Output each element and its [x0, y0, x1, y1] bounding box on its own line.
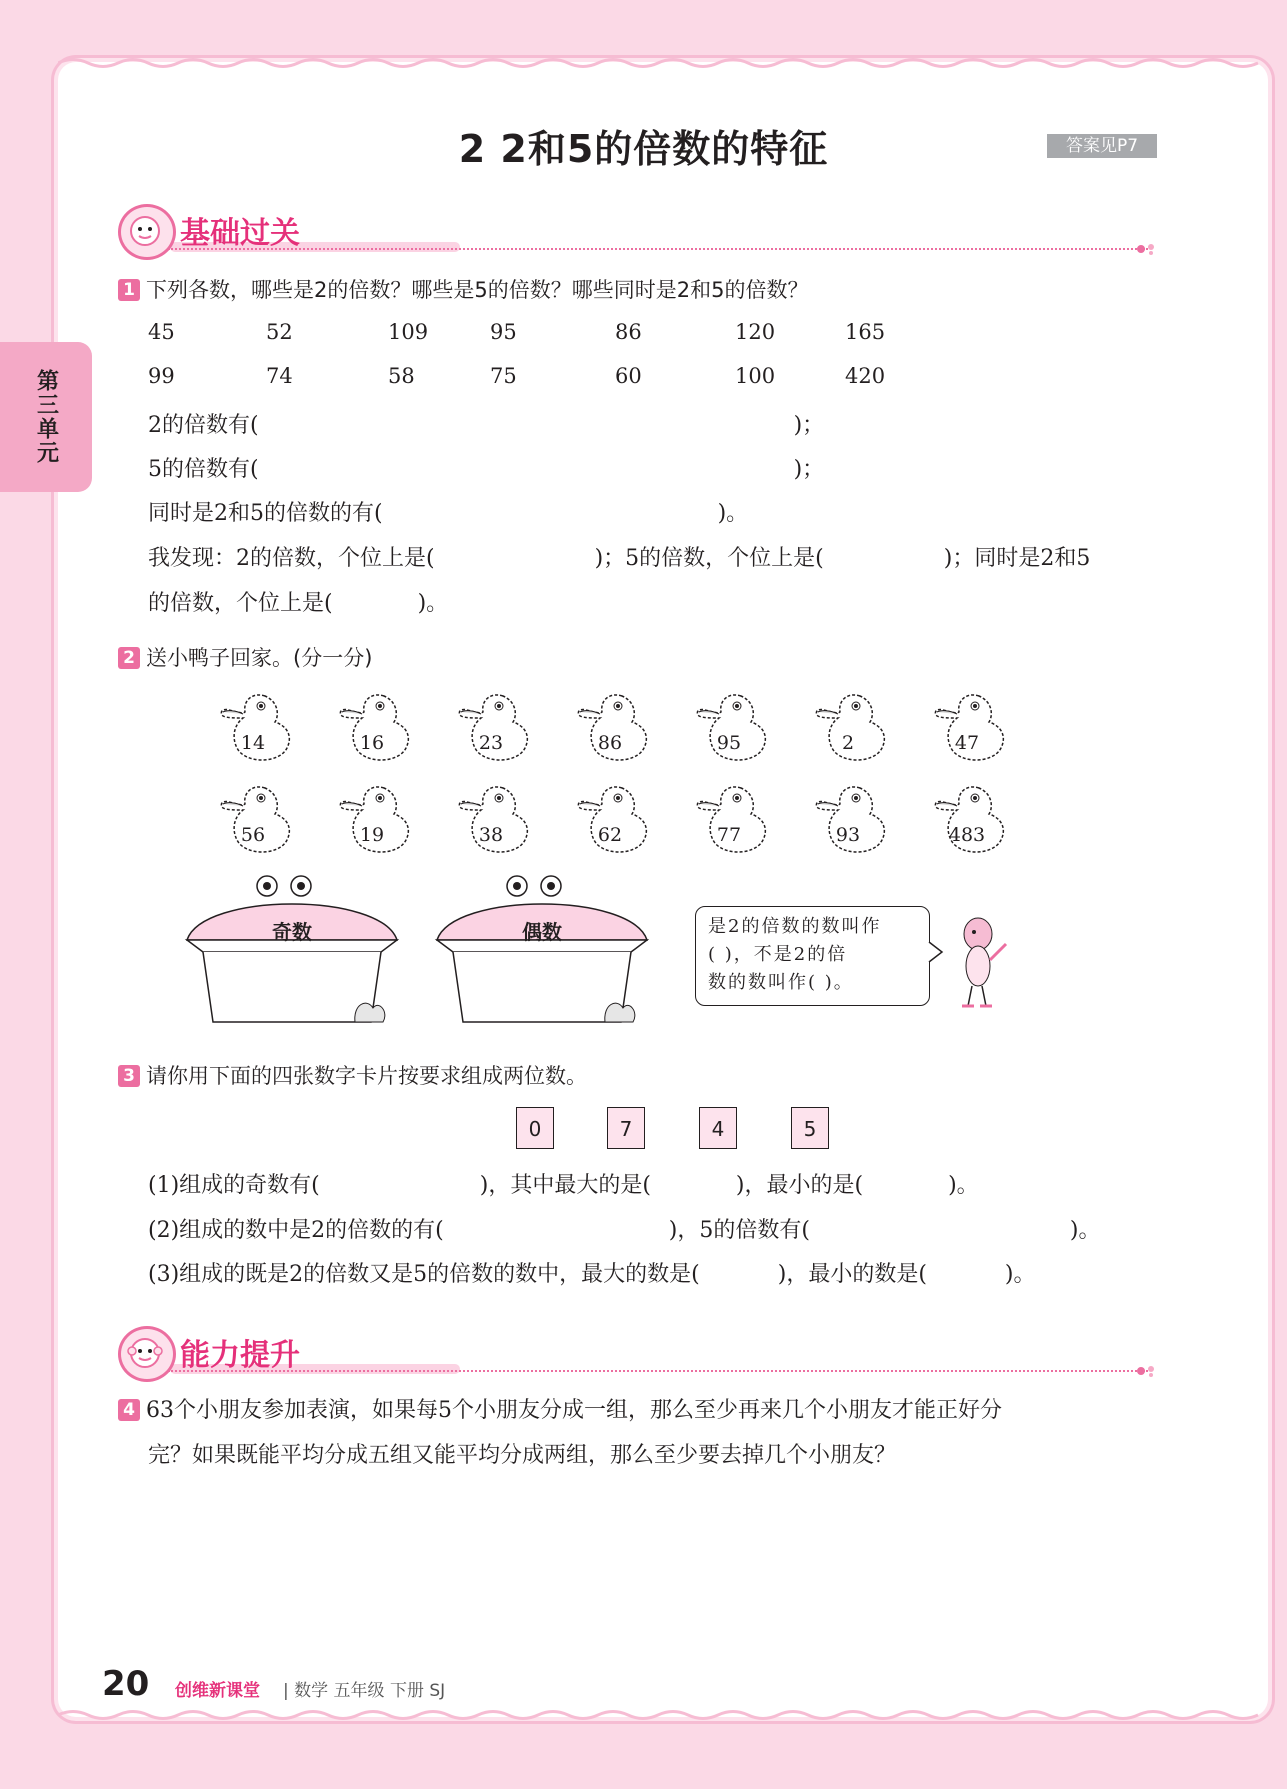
duck-card[interactable]: 23 — [451, 686, 531, 766]
multiples-of-5-line: 5的倍数有( )； — [148, 457, 825, 482]
section-dotted-line — [168, 248, 1148, 250]
duck-card[interactable]: 14 — [213, 686, 293, 766]
footer-brand: 创维新课堂 — [175, 1681, 260, 1701]
number-item: 58 — [388, 364, 415, 388]
duck-card[interactable]: 77 — [689, 778, 769, 858]
number-item: 60 — [615, 364, 642, 388]
duck-icon — [570, 778, 650, 858]
digit-card: 7 — [607, 1107, 645, 1149]
number-item: 86 — [615, 320, 642, 344]
monkey-mascot-icon — [118, 1326, 176, 1382]
tub-label-even: 偶数 — [522, 920, 562, 944]
number-item: 120 — [735, 320, 776, 344]
answer-reference-badge: 答案见P7 — [1047, 134, 1157, 158]
section-header-basic — [118, 202, 1158, 258]
duck-card[interactable]: 86 — [570, 686, 650, 766]
question-number: 1 — [118, 279, 140, 301]
tub-label-odd: 奇数 — [272, 920, 312, 944]
bottom-wave-border — [58, 1708, 1268, 1722]
number-item: 420 — [845, 364, 886, 388]
duck-card[interactable]: 38 — [451, 778, 531, 858]
section-title-basic: 基础过关 — [180, 216, 300, 251]
number-item: 165 — [845, 320, 886, 344]
q3-part-3: (3)组成的既是2的倍数又是5的倍数的数中，最大的数是( )，最小的数是( )。 — [148, 1262, 1036, 1287]
top-wave-border — [58, 56, 1268, 70]
duck-icon — [689, 778, 769, 858]
duck-card[interactable]: 47 — [927, 686, 1007, 766]
page-number: 20 — [102, 1664, 150, 1704]
question-4-line-2: 完？如果既能平均分成五组又能平均分成两组，那么至少要去掉几个小朋友？ — [148, 1443, 897, 1468]
number-item: 75 — [490, 364, 517, 388]
duck-icon — [213, 778, 293, 858]
duck-icon — [808, 686, 888, 766]
duck-card[interactable]: 62 — [570, 778, 650, 858]
duck-icon — [927, 778, 1007, 858]
duck-card[interactable]: 16 — [332, 686, 412, 766]
duck-icon — [332, 778, 412, 858]
discovery-line-2: 的倍数，个位上是( )。 — [148, 591, 449, 616]
footer-meta: | 数学 五年级 下册 SJ — [283, 1681, 446, 1701]
section-title-advanced: 能力提升 — [180, 1338, 300, 1373]
question-3-prompt: 3 请你用下面的四张数字卡片按要求组成两位数。 — [118, 1060, 587, 1090]
question-number: 4 — [118, 1399, 140, 1421]
decorative-dots-icon — [1136, 1364, 1158, 1378]
duck-icon — [689, 686, 769, 766]
duck-icon — [451, 778, 531, 858]
bird-mascot-icon — [952, 910, 1010, 1010]
digit-card: 4 — [699, 1107, 737, 1149]
unit-tab: 第三单元 — [0, 342, 92, 492]
duck-icon — [213, 686, 293, 766]
duck-card[interactable]: 95 — [689, 686, 769, 766]
q3-part-1: (1)组成的奇数有( )，其中最大的是( )，最小的是( )。 — [148, 1173, 979, 1198]
question-number: 3 — [118, 1065, 140, 1087]
section-dotted-line — [168, 1370, 1148, 1372]
page-title: 2 2和5的倍数的特征 — [458, 127, 829, 171]
discovery-line-1: 我发现：2的倍数，个位上是( )；5的倍数，个位上是( )；同时是2和5 — [148, 546, 1091, 571]
duck-icon — [927, 686, 1007, 766]
decorative-dots-icon — [1136, 242, 1158, 256]
even-number-tub[interactable] — [433, 872, 651, 1027]
speech-bubble: 是2的倍数的数叫作 ( )，不是2的倍 数的数叫作( )。 — [695, 906, 930, 1006]
question-1-prompt: 1 下列各数，哪些是2的倍数？哪些是5的倍数？哪些同时是2和5的倍数？ — [118, 274, 808, 304]
number-item: 52 — [266, 320, 293, 344]
duck-card[interactable]: 19 — [332, 778, 412, 858]
duck-icon — [808, 778, 888, 858]
section-header-advanced — [118, 1324, 1158, 1380]
question-number: 2 — [118, 647, 140, 669]
tub-icon — [433, 872, 651, 1027]
duck-card[interactable]: 2 — [808, 686, 888, 766]
tub-icon — [183, 872, 401, 1027]
number-item: 109 — [388, 320, 429, 344]
number-item: 100 — [735, 364, 776, 388]
duck-icon — [332, 686, 412, 766]
digit-card: 5 — [791, 1107, 829, 1149]
duck-icon — [451, 686, 531, 766]
multiples-of-both-line: 同时是2和5的倍数的有( )。 — [148, 501, 749, 526]
number-item: 74 — [266, 364, 293, 388]
digit-card: 0 — [516, 1107, 554, 1149]
duck-card[interactable]: 483 — [927, 778, 1007, 858]
number-item: 99 — [148, 364, 175, 388]
girl-mascot-icon — [118, 204, 176, 260]
duck-icon — [570, 686, 650, 766]
question-4-line-1: 4 63个小朋友参加表演，如果每5个小朋友分成一组，那么至少再来几个小朋友才能正好分 — [118, 1393, 1002, 1424]
bubble-tail-icon — [928, 940, 944, 964]
multiples-of-2-line: 2的倍数有( )； — [148, 413, 825, 438]
number-item: 95 — [490, 320, 517, 344]
question-2-prompt: 2 送小鸭子回家。(分一分) — [118, 642, 372, 672]
odd-number-tub[interactable] — [183, 872, 401, 1027]
duck-card[interactable]: 93 — [808, 778, 888, 858]
q3-part-2: (2)组成的数中是2的倍数的有( )，5的倍数有( )。 — [148, 1218, 1101, 1243]
duck-card[interactable]: 56 — [213, 778, 293, 858]
number-item: 45 — [148, 320, 175, 344]
